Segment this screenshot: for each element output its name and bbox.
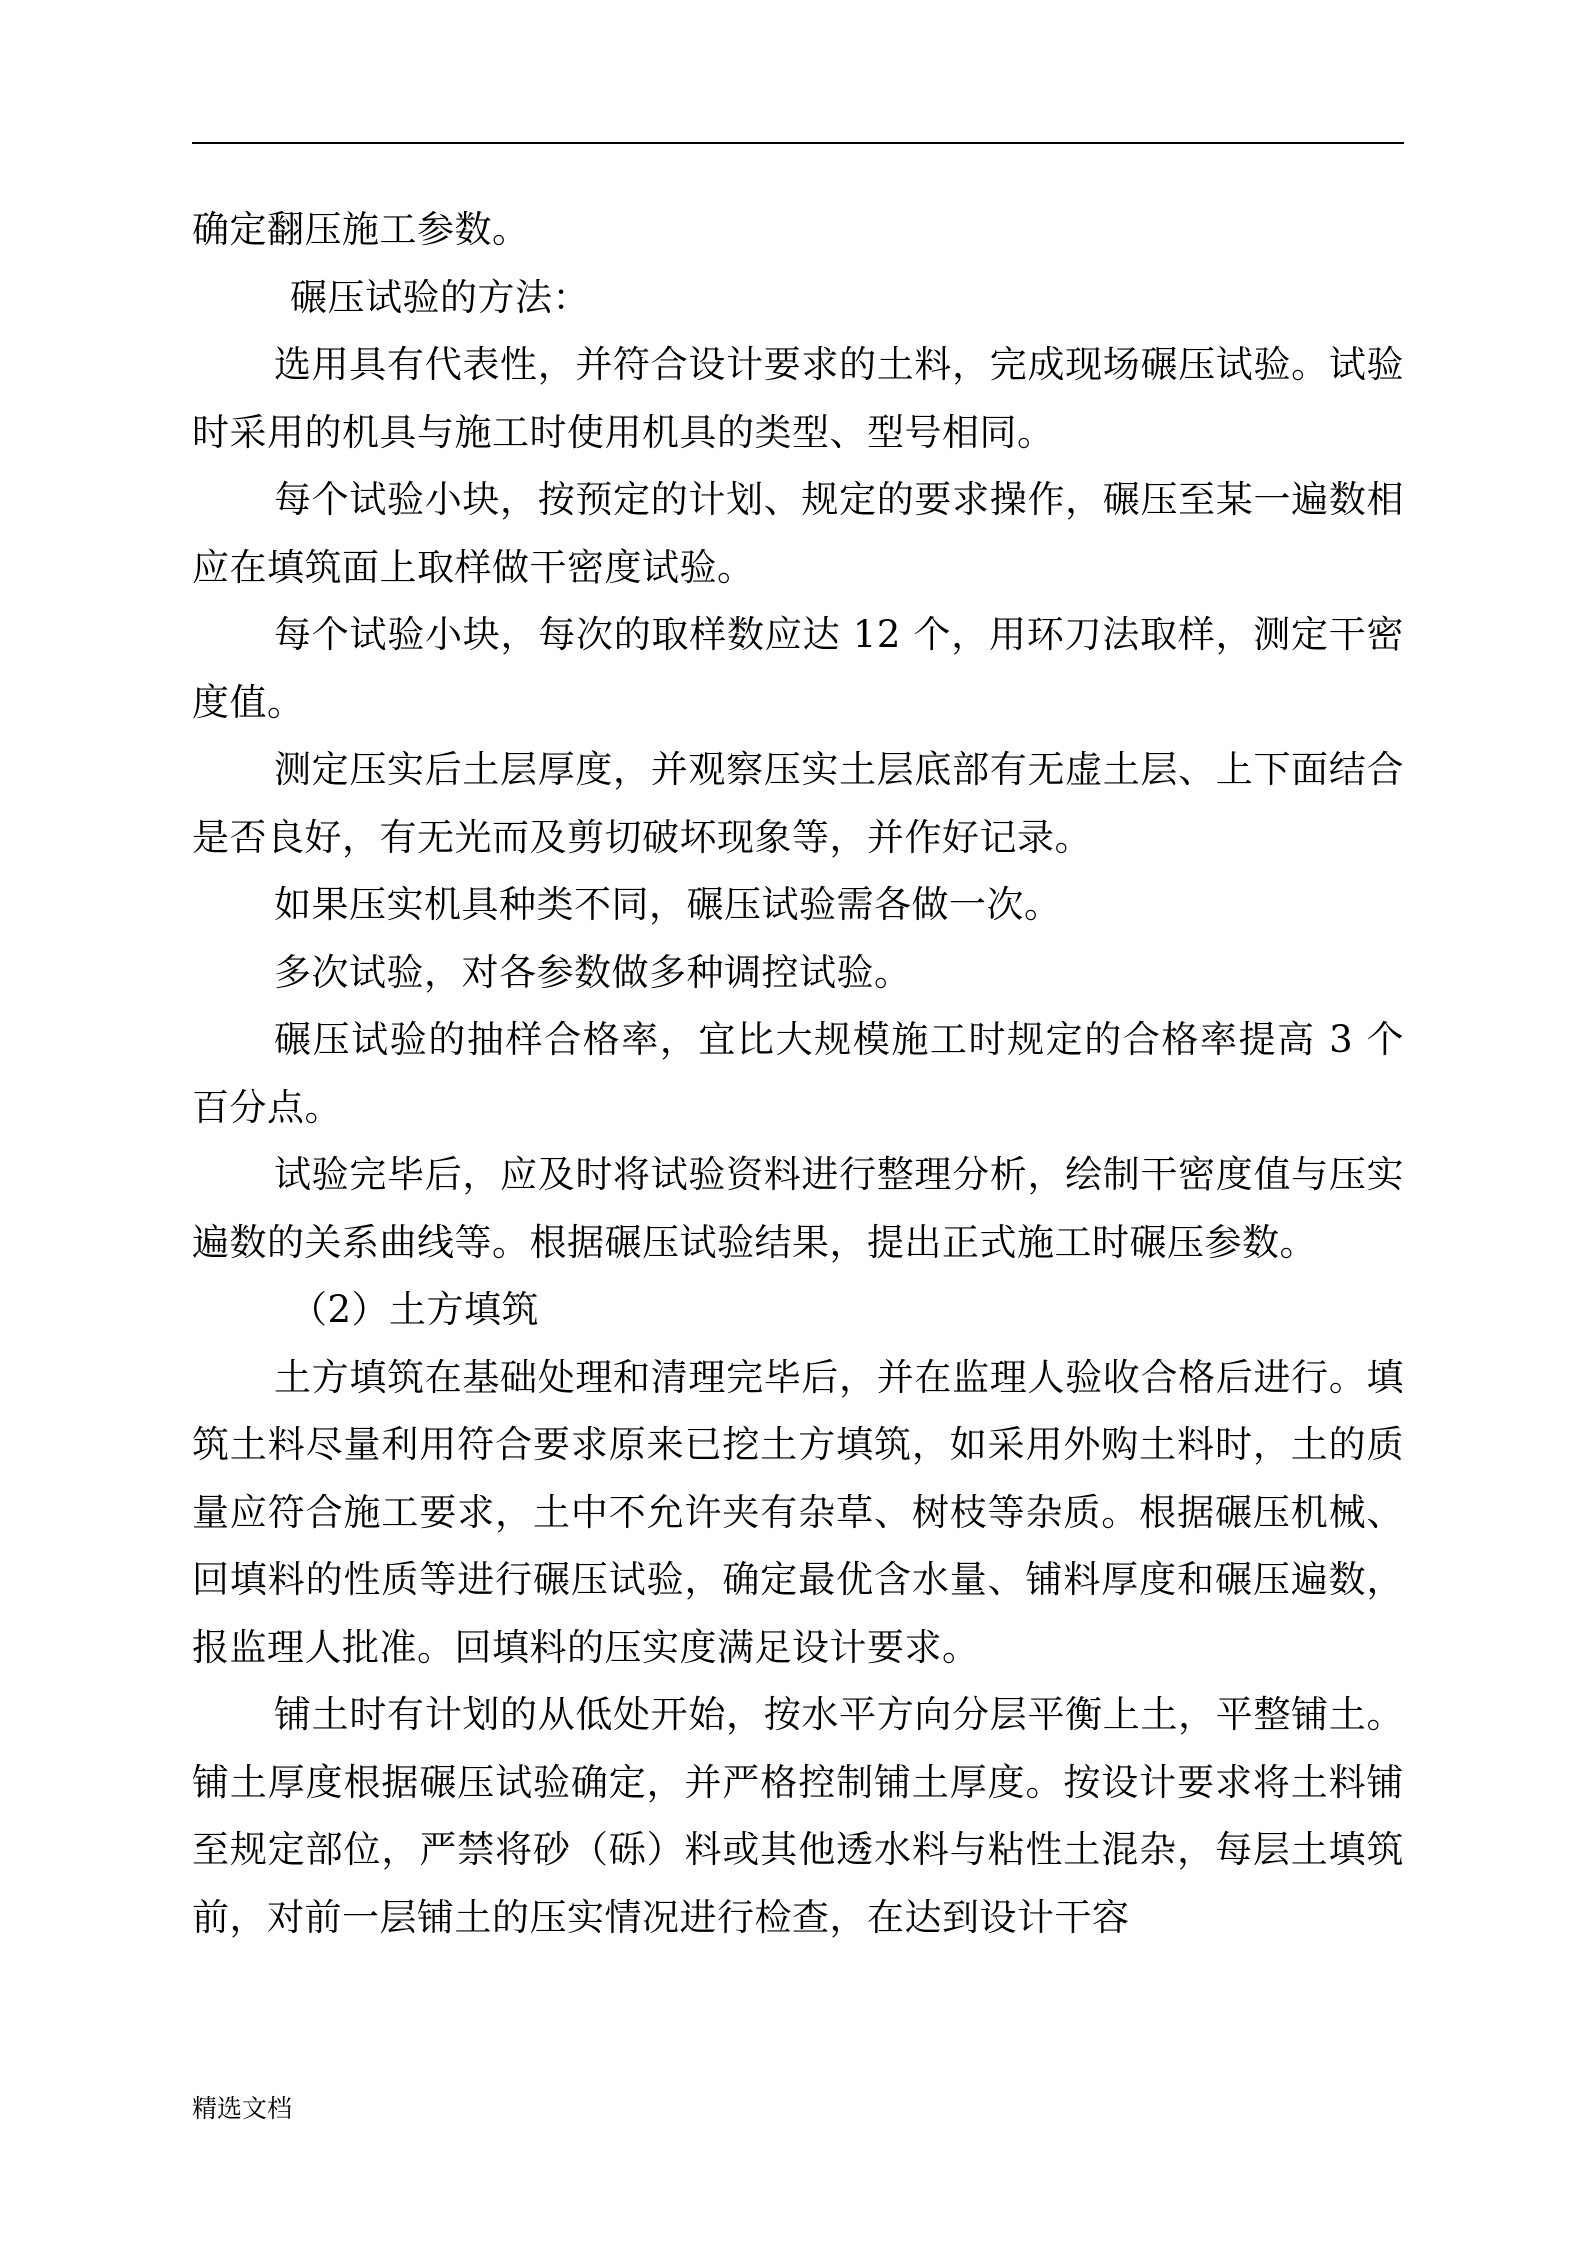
paragraph-layer-thickness: 测定压实后土层厚度，并观察压实土层底部有无虚土层、上下面结合是否良好，有无光而及剪切破坏现象等，并作好记录。: [192, 748, 1404, 859]
paragraph-pass-rate: 碾压试验的抽样合格率，宜比大规模施工时规定的合格率提高 3 个百分点。: [192, 1018, 1404, 1129]
document-body: [192, 196, 1404, 1951]
paragraph-soil-selection: 选用具有代表性，并符合设计要求的土料，完成现场碾压试验。试验时采用的机具与施工时使用机具的类型、型号相同。: [192, 343, 1404, 454]
paragraph-multiple-tests: 多次试验，对各参数做多种调控试验。: [274, 950, 912, 994]
header-rule: [192, 142, 1404, 144]
paragraph-sampling-count: 每个试验小块，每次的取样数应达 12 个，用环刀法取样，测定干密度值。: [192, 613, 1404, 724]
section-heading-earth-filling: （2）土方填筑: [290, 1288, 540, 1331]
paragraph-soil-spreading: 铺土时有计划的从低处开始，按水平方向分层平衡上土，平整铺土。铺土厚度根据碾压试验确定，并严格控制铺土厚度。按设计要求将土料铺至规定部位，严禁将砂（砾）料或其他透水料与粘性土混杂，每层土填筑前，对前一层铺土的压实情况进行检查，在达到设计干容: [192, 1693, 1404, 1939]
paragraph-earth-filling: 土方填筑在基础处理和清理完毕后，并在监理人验收合格后进行。填筑土料尽量利用符合要求原来已挖土方填筑，如采用外购土料时，土的质量应符合施工要求，土中不允许夹有杂草、树枝等杂质。根据碾压机械、回填料的性质等进行碾压试验，确定最优含水量、铺料厚度和碾压遍数，报监理人批准。回填料的压实度满足设计要求。: [192, 1355, 1404, 1669]
footer-label: 精选文档: [192, 2094, 293, 2123]
paragraph-machine-types: 如果压实机具种类不同，碾压试验需各做一次。: [274, 883, 1062, 926]
paragraph-test-block-operation: 每个试验小块，按预定的计划、规定的要求操作，碾压至某一遍数相应在填筑面上取样做干密度试验。: [192, 478, 1404, 589]
paragraph-method-heading: 碾压试验的方法：: [290, 275, 590, 319]
paragraph-data-analysis: 试验完毕后，应及时将试验资料进行整理分析，绘制干密度值与压实遍数的关系曲线等。根据碾压试验结果，提出正式施工时碾压参数。: [192, 1153, 1404, 1264]
paragraph-continuation: 确定翻压施工参数。: [192, 208, 530, 251]
